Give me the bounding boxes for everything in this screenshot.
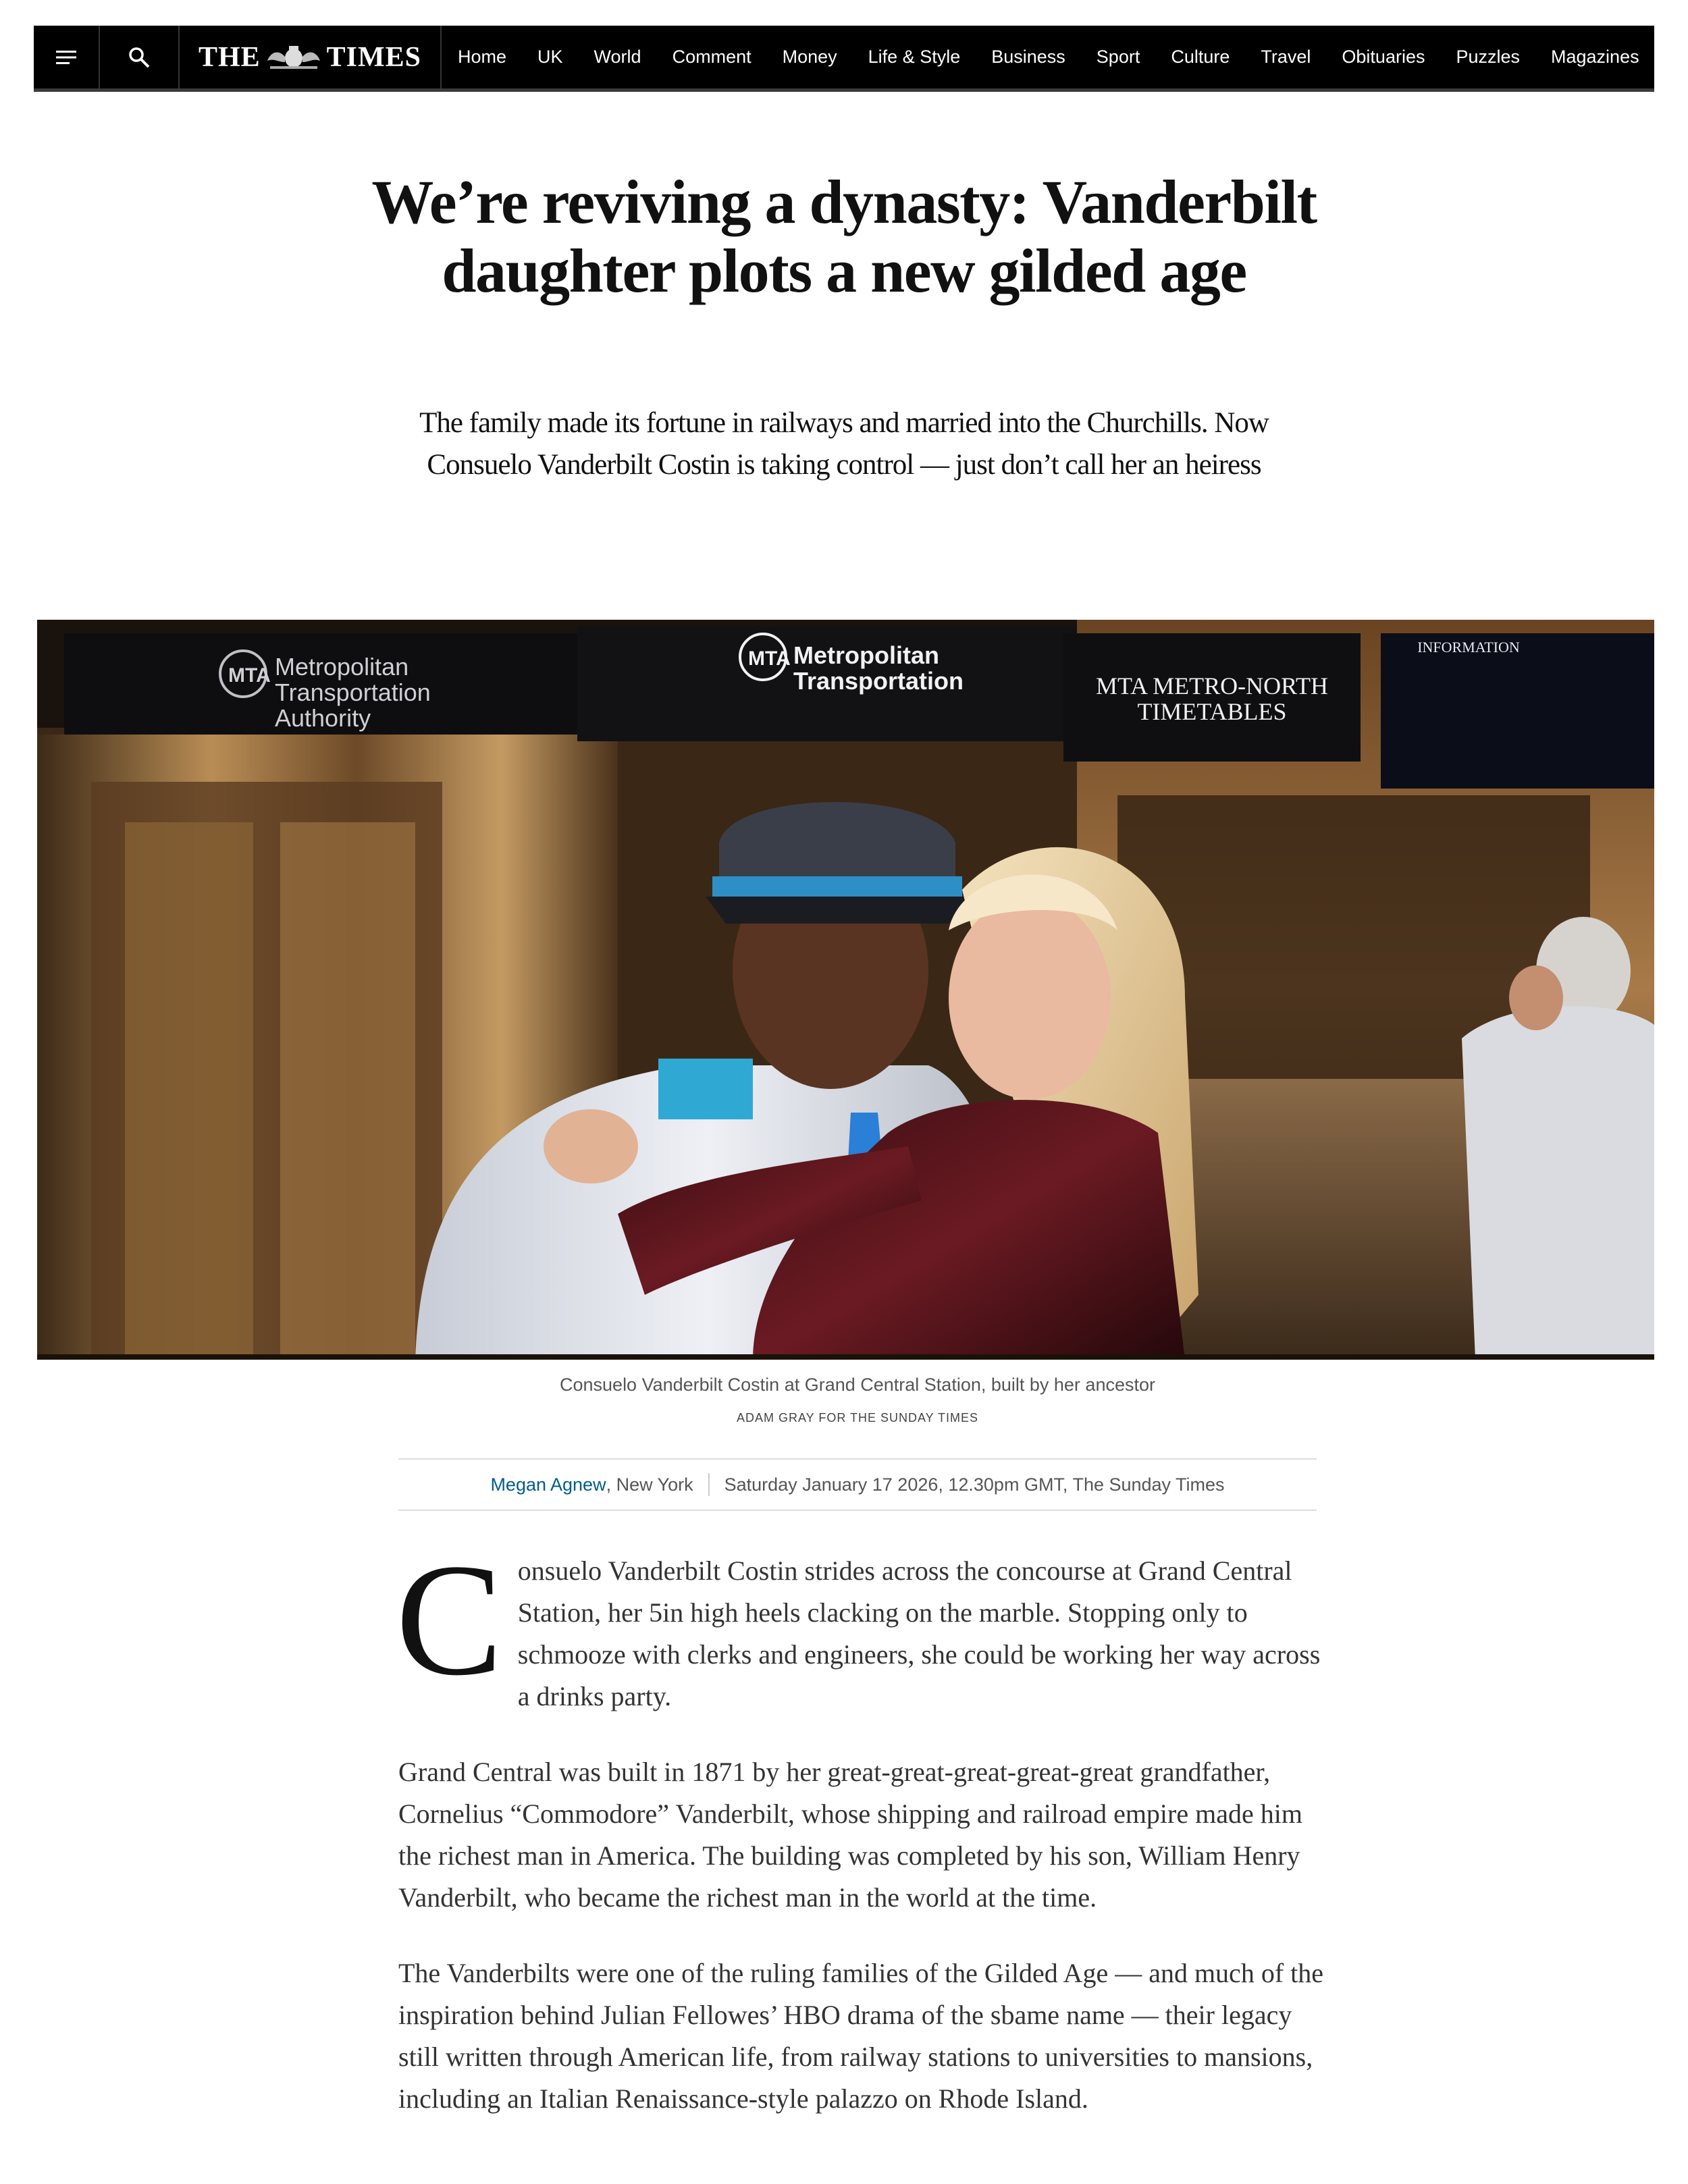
body-paragraph-2: Grand Central was built in 1871 by her great-great-great-great-great grandfather, Cornelius “Commodore” Vanderbilt, whose shipping and railroad empire made him the richest man in America. The building was completed by his son, William Henry Vanderbilt, who became the richest man in the world at the time. bbox=[398, 1757, 1302, 1913]
logo-text-the: THE bbox=[198, 41, 261, 73]
sign-left-line2: Transportation bbox=[275, 678, 431, 706]
sign-center-line1: Metropolitan bbox=[793, 641, 939, 669]
author-location: , New York bbox=[606, 1474, 693, 1495]
sign-right-line2: TIMETABLES bbox=[1137, 698, 1287, 725]
sign-right-line1: MTA METRO-NORTH bbox=[1096, 672, 1328, 699]
menu-button[interactable] bbox=[34, 26, 100, 88]
sign-center-logo: MTA bbox=[748, 647, 791, 670]
drop-cap: C bbox=[396, 1531, 503, 1709]
nav-link-world[interactable]: World bbox=[594, 47, 641, 67]
body-paragraph-1 bbox=[396, 1531, 1323, 1717]
author-link[interactable]: Megan Agnew bbox=[490, 1474, 606, 1495]
nav-link-culture[interactable]: Culture bbox=[1171, 47, 1230, 67]
photo-caption: Consuelo Vanderbilt Costin at Grand Central Station, built by her ancestor bbox=[560, 1375, 1155, 1395]
nav-link-travel[interactable]: Travel bbox=[1261, 47, 1311, 67]
article-headline: We’re reviving a dynasty: Vanderbilt daughter plots a new gilded age bbox=[371, 167, 1317, 305]
publish-dateline: Saturday January 17 2026, 12.30pm GMT, The Sunday Times bbox=[724, 1474, 1225, 1495]
nav-link-obituaries[interactable]: Obituaries bbox=[1342, 47, 1425, 67]
nav-link-business[interactable]: Business bbox=[991, 47, 1065, 67]
nav-link-uk[interactable]: UK bbox=[537, 47, 563, 67]
hamburger-menu-icon bbox=[55, 49, 78, 66]
search-icon bbox=[128, 46, 151, 69]
body-paragraph-3: The Vanderbilts were one of the ruling families of the Gilded Age — and much of the inspiration behind Julian Fellowes’ HBO drama of the sbame name — their legacy still written through American life, from railway stations to universities to mansions, including an Italian Renaissance-style palazzo on Rhode Island. bbox=[398, 1958, 1323, 2114]
nav-link-puzzles[interactable]: Puzzles bbox=[1456, 47, 1521, 67]
the-times-logo[interactable] bbox=[180, 26, 442, 88]
body-paragraph-1-text: onsuelo Vanderbilt Costin strides across the concourse at Grand Central Station, her 5in high heels clacking on the marble. Stopping only to schmooze with clerks and engineers, she could be working her way across a drinks party. bbox=[517, 1555, 1321, 1711]
nav-link-comment[interactable]: Comment bbox=[672, 47, 751, 67]
logo-text-times: TIMES bbox=[326, 41, 422, 73]
sign-left-logo: MTA bbox=[228, 664, 271, 687]
nav-link-life-style[interactable]: Life & Style bbox=[868, 47, 961, 67]
sign-information: INFORMATION bbox=[1417, 639, 1520, 656]
byline-divider bbox=[708, 1473, 710, 1496]
royal-crest-icon bbox=[265, 43, 323, 72]
sign-left-line3: Authority bbox=[275, 704, 371, 732]
article-standfirst: The family made its fortune in railways and married into the Churchills. Now Consuelo Vanderbilt Costin is taking control — just don’t call her an heiress bbox=[419, 407, 1269, 481]
article-byline bbox=[398, 1458, 1317, 1511]
article-body bbox=[396, 1531, 1323, 2154]
photo-credit: ADAM GRAY FOR THE SUNDAY TIMES bbox=[736, 1411, 979, 1424]
nav-link-money[interactable]: Money bbox=[782, 47, 837, 67]
nav-link-home[interactable]: Home bbox=[458, 47, 507, 67]
sign-left-line1: Metropolitan bbox=[275, 653, 409, 681]
nav-link-sport[interactable]: Sport bbox=[1096, 47, 1140, 67]
search-button[interactable] bbox=[100, 26, 180, 88]
hero-photo-illustration bbox=[37, 620, 1654, 1360]
nav-link-magazines[interactable]: Magazines bbox=[1551, 47, 1639, 67]
top-navigation-bar bbox=[34, 26, 1654, 92]
section-links bbox=[442, 26, 1654, 88]
hero-photo bbox=[37, 620, 1654, 1360]
sign-center-line2: Transportation bbox=[793, 667, 964, 695]
